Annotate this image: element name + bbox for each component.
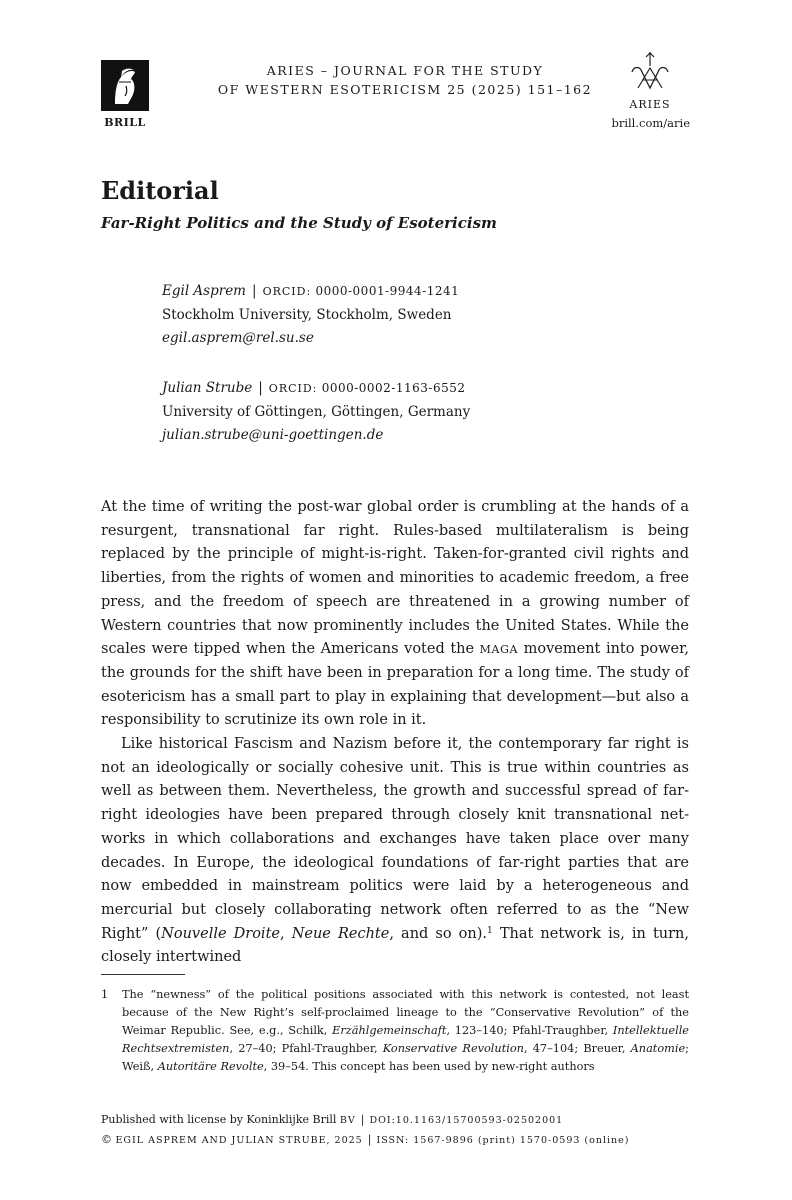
author-name: Egil Asprem [162,283,246,299]
copyright-line: © EGIL ASPREM AND JULIAN STRUBE, 2025 | ISSN: 1567-9896 (print) 1570-0593 (online) [101,1133,630,1146]
journal-url-link[interactable]: brill.com/arie [611,116,690,130]
author-affiliation: University of Göttingen, Göttingen, Germany [162,403,471,420]
journal-title-line: ARIES – JOURNAL FOR THE STUDY [266,63,544,78]
author-block: Julian Strube | ORCID: 0000-0002-1163-6552 University of Göttingen, Göttingen, Germany julian.strube@uni-goettingen.de [162,377,470,448]
article-title: Editorial [101,176,219,205]
author-block: Egil Asprem | ORCID: 0000-0001-9944-1241 Stockholm University, Stockholm, Sweden egil.asprem@rel.su.se [162,280,459,351]
article-subtitle: Far-Right Politics and the Study of Esotericism [101,214,497,232]
maga-acronym: MAGA [479,643,519,657]
author-name: Julian Strube [162,380,253,396]
body-paragraph: At the time of writing the post-war global order is crumbling at the hands of a resurgent, transnational far right. Rules-based multilateralism is being replaced by the principle of might-is-right. Taken-for-granted civil rights and liberties, from the rights of women and minorities to academic freedom, a free press, and the freedom of speech are threatened in a growing number of Western countries that now prominently includes the United States. While the scales were tipped when the Americans voted the MAGA movement into power, the grounds for the shift have been in preparation for a long time. The study of esotericism has a small part to play in explaining that development—but also a responsibility to scrutinize its own role in it. [101,499,690,729]
orcid-label: ORCID: [268,382,318,395]
copyright-icon: © [101,1133,112,1146]
footnote-text: The “newness” of the political positions associated with this network is contested, not least because of the New Right’s self-proclaimed lineage to the “Conservative Revolution” of the Weimar Republic. See, e.g., Schilk, Erzählgemeinschaft, 123–140; Pfahl-Traughber, Intellektuelle Rechtsextremisten, 27–40; Pfahl-Traughber, Konservative Revolution, 47–104; Breuer, Anatomie; Weiß, Autoritäre Revolte, 39–54. This concept has been used by new-right authors [122,988,689,1073]
orcid-label: ORCID: [262,285,312,298]
doi-link[interactable]: DOI:10.1163/15700593-02502001 [369,1115,564,1126]
author-email-link[interactable]: julian.strube@uni-goettingen.de [162,427,384,443]
footnote-number: 1 [101,988,109,1001]
journal-mark: ARIES [629,98,671,111]
footnote-reference-link[interactable]: 1 [487,925,493,936]
orcid-link[interactable]: 0000-0002-1163-6552 [321,381,466,395]
author-email-link[interactable]: egil.asprem@rel.su.se [162,330,314,346]
license-line: Published with license by Koninklijke Brill BV | DOI:10.1163/15700593-02502001 [101,1113,564,1126]
footnote-divider [101,974,185,975]
body-paragraph: Like historical Fascism and Nazism before it, the contemporary far right is not an ideologically or socially cohesive unit. This is true within countries as well as between them. Nevertheless, the growth and successful spread of far-right ideologies have been prepared through closely knit transnational networks in which collaborations and exchanges have taken place over many decades. In Europe, the ideological foundations of far-right parties that are now embedded in mainstream politics were laid by a heterogeneous and mercurial but closely collaborating network often referred to as the “New Right” (Nouvelle Droite, Neue Rechte, and so on).$^1$ That network is, in turn, closely intertwined [101,736,690,966]
footnote [101,986,689,1076]
aries-emblem-icon [628,50,672,94]
article-body [101,496,689,970]
author-affiliation: Stockholm University, Stockholm, Sweden [162,306,452,323]
brill-logo [101,60,149,111]
journal-issue-line: OF WESTERN ESOTERICISM 25 (2025) 151–162 [217,82,593,97]
orcid-link[interactable]: 0000-0001-9944-1241 [315,284,460,298]
publisher-name: BRILL [104,116,146,129]
